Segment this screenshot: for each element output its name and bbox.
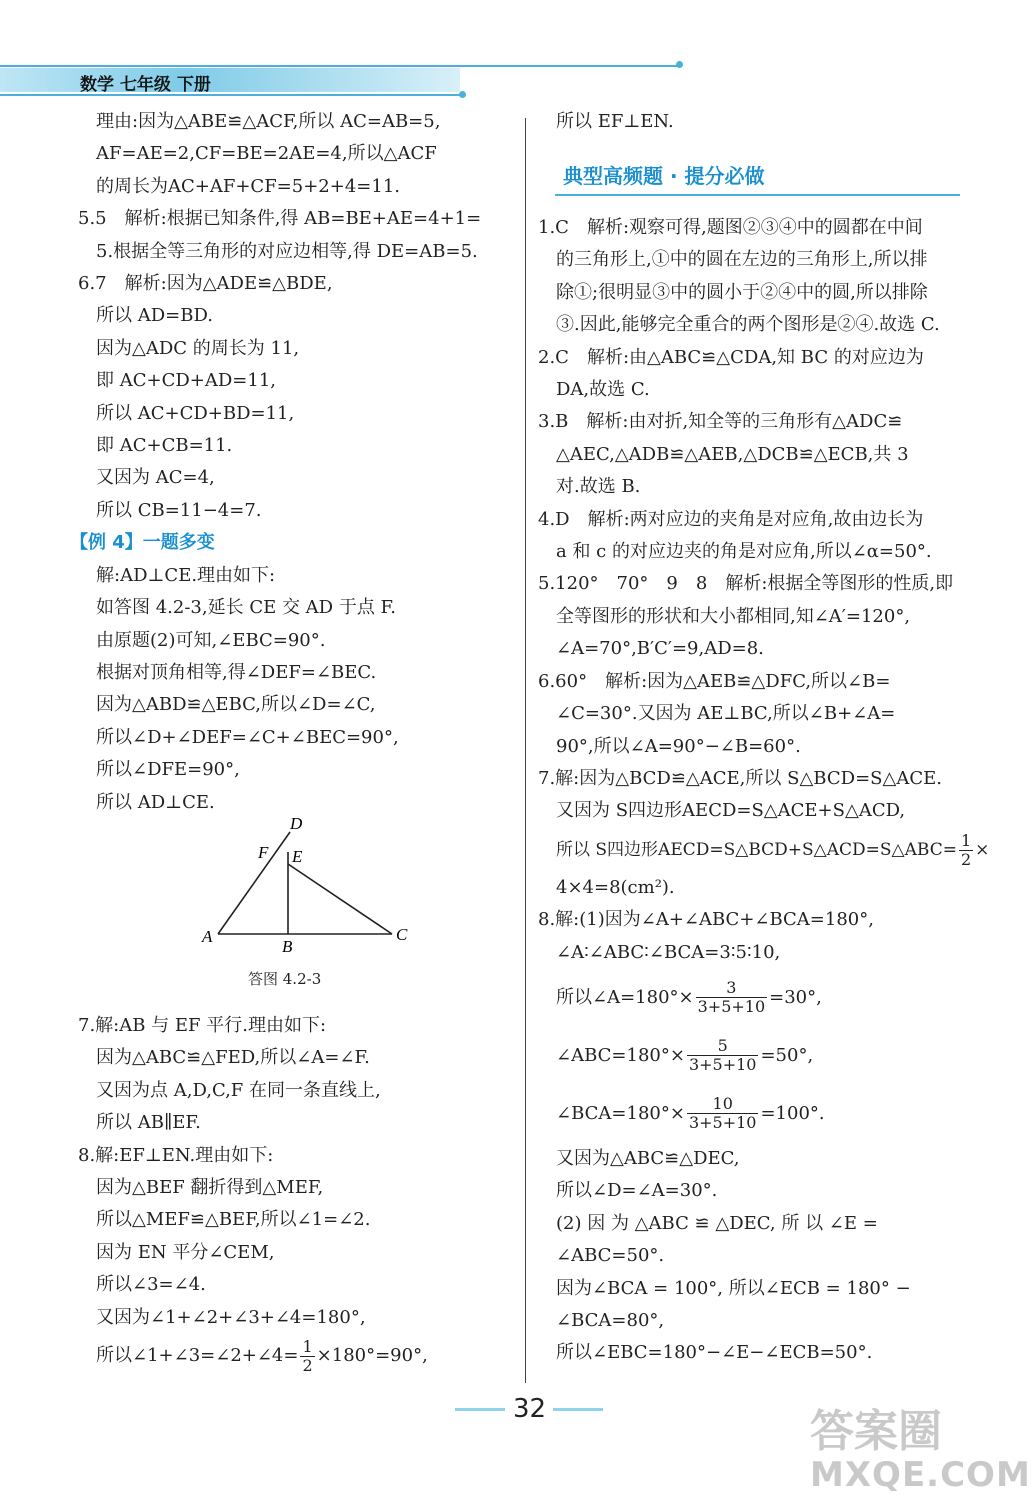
fraction <box>687 1037 759 1074</box>
text-line: 所以 EF⊥EN. <box>556 111 674 132</box>
denominator: 2 <box>960 849 972 869</box>
answer-3: 3.B 解析:由对折,知全等的三角形有△ADC≌ <box>538 411 903 433</box>
fraction <box>696 979 768 1016</box>
answer-6: 6.7 解析:因为△ADE≌△BDE, <box>78 273 333 295</box>
text-line: 即 AC+CD+AD=11, <box>96 370 276 392</box>
answer-8: 8.解:(1)因为∠A+∠ABC+∠BCA=180°, <box>538 909 874 931</box>
header-dot <box>676 61 683 68</box>
text-line: ∠BCA=80°, <box>556 1309 665 1331</box>
text-line: △AEC,△ADB≌△AEB,△DCB≌△ECB,共 3 <box>556 443 909 465</box>
denominator: 3+5+10 <box>688 1055 757 1075</box>
numerator: 5 <box>687 1037 759 1056</box>
text-line: 又因为 AC=4, <box>96 467 215 489</box>
fraction-line <box>78 1334 510 1378</box>
triangle-figure <box>200 812 420 962</box>
text-line: 所以∠3=∠4. <box>96 1274 206 1296</box>
fraction-line <box>538 828 990 872</box>
page-number-decoration <box>553 1408 603 1411</box>
text: 所以∠A=180°× <box>556 986 694 1008</box>
header-dot <box>459 91 466 98</box>
text-line: DA,故选 C. <box>556 379 650 401</box>
text-line: 因为△BEF 翻折得到△MEF, <box>96 1177 324 1199</box>
fraction <box>300 1338 314 1375</box>
text-line: ∠C=30°.又因为 AE⊥BC,所以∠B+∠A= <box>556 703 896 725</box>
text: ×180°=90°, <box>316 1345 428 1367</box>
section-title: 典型高频题 · 提分必做 <box>563 164 765 188</box>
text-line: 90°,所以∠A=90°−∠B=60°. <box>556 735 801 757</box>
page-number: 32 <box>513 1394 547 1424</box>
text-line: ③.因此,能够完全重合的两个图形是②④.故选 C. <box>556 314 940 336</box>
denominator: 3+5+10 <box>688 1113 757 1133</box>
text-line: 所以 AC+CD+BD=11, <box>96 402 295 424</box>
text-line: 因为△ABD≌△EBC,所以∠D=∠C, <box>96 694 376 716</box>
text: =50°, <box>760 1044 814 1066</box>
text-line: 的三角形上,①中的圆在左边的三角形上,所以排 <box>556 249 928 271</box>
text-line: 所以∠DFE=90°, <box>96 759 240 781</box>
text-line: ∠A=70°,B′C′=9,AD=8. <box>556 638 764 660</box>
header-rule-bottom <box>0 94 465 96</box>
text-line: 由原题(2)可知,∠EBC=90°. <box>96 629 326 651</box>
text: 所以∠1+∠3=∠2+∠4= <box>96 1345 299 1367</box>
label-f: F <box>258 843 269 862</box>
answer-5: 5.120° 70° 9 8 解析:根据全等图形的性质,即 <box>538 573 954 595</box>
fraction-line <box>538 969 978 1027</box>
fraction-line <box>538 1027 978 1085</box>
text-line: 除①;很明显③中的圆小于②④中的圆,所以排除 <box>556 281 928 303</box>
text-line: 因为∠BCA = 100°, 所以∠ECB = 180° − <box>556 1277 911 1299</box>
text-line: 对.故选 B. <box>556 476 641 498</box>
header-title: 数学 七年级 下册 <box>80 75 211 95</box>
fraction <box>687 1095 759 1132</box>
text: ∠BCA=180°× <box>556 1102 685 1124</box>
text-line: 全等图形的形状和大小都相同,知∠A′=120°, <box>556 605 911 627</box>
answer-5: 5.5 解析:根据已知条件,得 AB=BE+AE=4+1= <box>78 208 482 230</box>
text-line: 理由:因为△ABE≌△ACF,所以 AC=AB=5, <box>96 111 441 132</box>
text: ∠ABC=180°× <box>556 1044 685 1066</box>
text-line: 因为△ADC 的周长为 11, <box>96 337 300 359</box>
text-line: a 和 c 的对应边夹的角是对应角,所以∠α=50°. <box>556 541 932 563</box>
watermark-text: 答案圈 <box>810 1406 942 1457</box>
text-line: AF=AE=2,CF=BE=2AE=4,所以△ACF <box>96 143 437 165</box>
text-line: 所以 AB∥EF. <box>96 1112 201 1134</box>
text-line: 又因为点 A,D,C,F 在同一条直线上, <box>96 1079 381 1101</box>
example-heading: 【例 4】一题多变 <box>70 532 215 554</box>
figure-caption: 答图 4.2-3 <box>248 970 322 988</box>
text-line: 因为 EN 平分∠CEM, <box>96 1241 275 1263</box>
text: =100°. <box>760 1102 825 1124</box>
label-d: D <box>290 814 303 833</box>
watermark <box>810 1395 1031 1495</box>
text-line: 所以 AD⊥CE. <box>96 791 215 813</box>
right-column <box>538 212 990 1370</box>
fraction-line <box>538 1085 978 1143</box>
section-underline <box>555 194 960 196</box>
left-column-lower <box>78 1010 510 1378</box>
watermark-url: MXQE.COM <box>810 1455 1031 1495</box>
numerator: 10 <box>687 1095 759 1114</box>
text-line: 4×4=8(cm²). <box>556 876 675 898</box>
text-line: 所以∠D=∠A=30°. <box>556 1180 718 1202</box>
text-line: 所以∠D+∠DEF=∠C+∠BEC=90°, <box>96 726 399 748</box>
segment-ad <box>218 832 290 934</box>
text-line: 5.根据全等三角形的对应边相等,得 DE=AB=5. <box>96 240 478 262</box>
denominator: 2 <box>302 1355 313 1375</box>
page-number-decoration <box>455 1408 505 1411</box>
text-line: 的周长为AC+AF+CF=5+2+4=11. <box>96 175 400 197</box>
text: =30°, <box>769 986 822 1008</box>
page-header <box>0 60 690 100</box>
text-line: 所以∠EBC=180°−∠E−∠ECB=50°. <box>556 1342 873 1364</box>
numerator: 3 <box>696 979 768 998</box>
header-band <box>0 68 460 92</box>
text-line: ∠ABC=50°. <box>556 1245 665 1267</box>
text-line: ∠A∶∠ABC∶∠BCA=3∶5∶10, <box>556 941 781 963</box>
text-line: (2) 因 为 △ABC ≌ △DEC, 所 以 ∠E = <box>556 1212 878 1234</box>
answer-7: 7.解:因为△BCD≌△ACE,所以 S△BCD=S△ACE. <box>538 767 942 789</box>
segment-ec <box>288 864 392 934</box>
text-line: 又因为△ABC≌△DEC, <box>556 1147 740 1169</box>
answer-2: 2.C 解析:由△ABC≌△CDA,知 BC 的对应边为 <box>538 346 924 368</box>
text-line: 又因为∠1+∠2+∠3+∠4=180°, <box>96 1306 366 1328</box>
text-line: 如答图 4.2-3,延长 CE 交 AD 于点 F. <box>96 597 396 619</box>
answer-6: 6.60° 解析:因为△AEB≌△DFC,所以∠B= <box>538 670 891 692</box>
label-c: C <box>396 925 408 944</box>
label-b: B <box>282 937 293 956</box>
answer-8: 8.解:EF⊥EN.理由如下: <box>78 1144 274 1166</box>
fraction <box>959 832 973 869</box>
left-column <box>70 106 510 819</box>
text-line: 解:AD⊥CE.理由如下: <box>96 564 276 586</box>
label-a: A <box>202 927 213 946</box>
denominator: 3+5+10 <box>697 997 766 1017</box>
label-e: E <box>292 847 303 866</box>
text-line: 即 AC+CB=11. <box>96 435 233 457</box>
answer-1: 1.C 解析:观察可得,题图②③④中的圆都在中间 <box>538 217 923 238</box>
text-line: 所以△MEF≌△BEF,所以∠1=∠2. <box>96 1209 371 1231</box>
right-column-top <box>538 106 978 138</box>
answer-4: 4.D 解析:两对应边的夹角是对应角,故由边长为 <box>538 508 924 530</box>
text: 所以 S四边形AECD=S△BCD+S△ACD=S△ABC= <box>556 839 957 860</box>
answer-7: 7.解:AB 与 EF 平行.理由如下: <box>78 1015 327 1036</box>
numerator: 1 <box>302 1336 313 1356</box>
column-divider <box>525 118 526 1383</box>
text-line: 根据对顶角相等,得∠DEF=∠BEC. <box>96 661 377 683</box>
header-rule-top <box>0 65 680 67</box>
text-line: 所以 CB=11−4=7. <box>96 499 262 521</box>
numerator: 1 <box>960 830 972 850</box>
text-line: 所以 AD=BD. <box>96 305 213 327</box>
text-line: 又因为 S四边形AECD=S△ACE+S△ACD, <box>556 800 906 822</box>
triangle-diagram <box>200 812 420 962</box>
text: × <box>975 839 990 860</box>
text-line: 因为△ABC≌△FED,所以∠A=∠F. <box>96 1047 370 1069</box>
